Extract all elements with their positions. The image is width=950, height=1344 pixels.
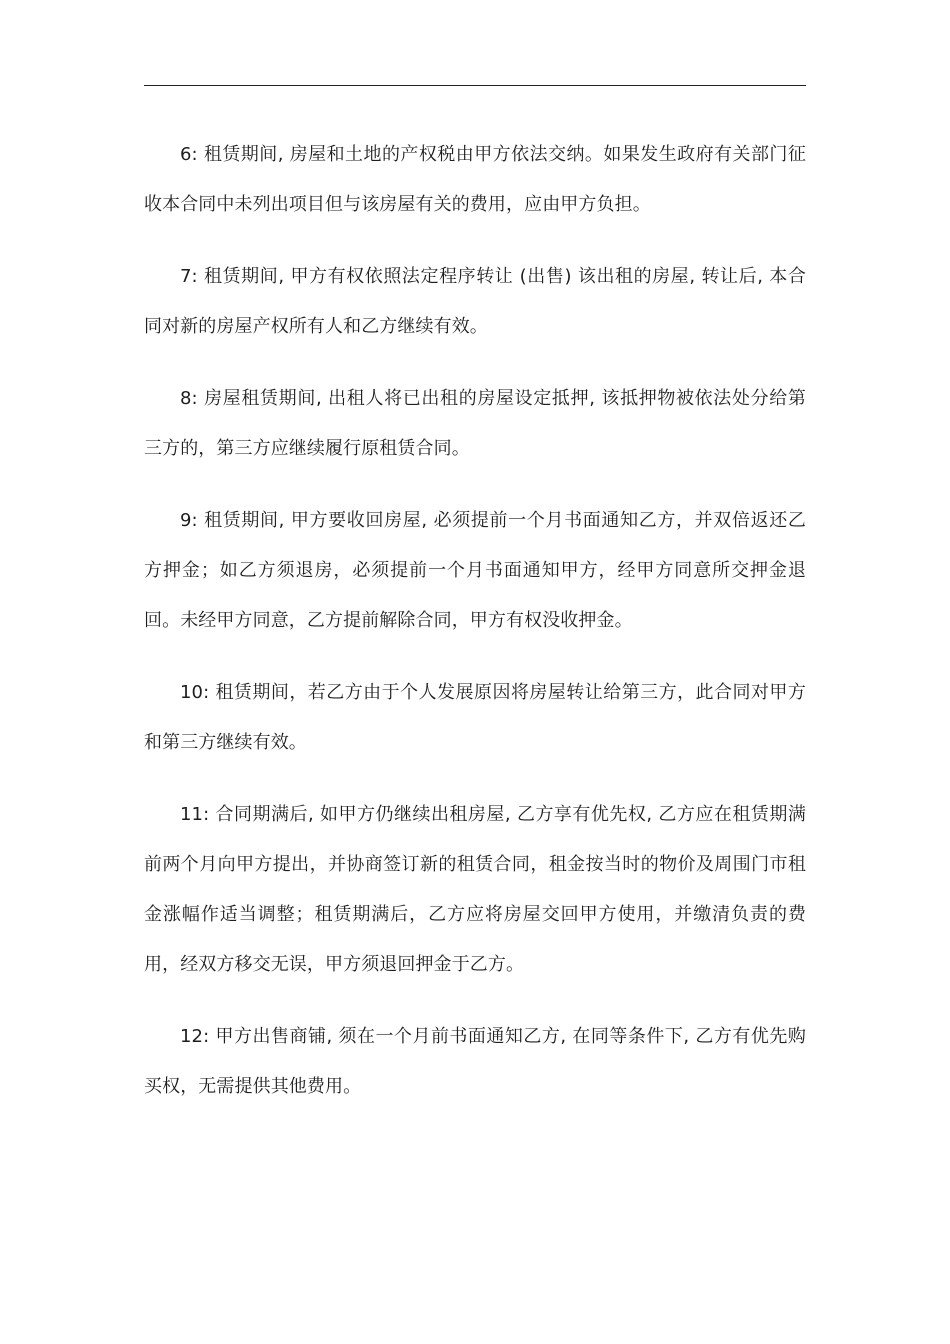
clause-10-paragraph: 10: 租赁期间，若乙方由于个人发展原因将房屋转让给第三方，此合同对甲方和第三方继续有效。 [144, 682, 806, 753]
clause-7-paragraph: 7: 租赁期间, 甲方有权依照法定程序转让 (出售) 该出租的房屋, 转让后, 本合同对新的房屋产权所有人和乙方继续有效。 [144, 266, 806, 337]
clause-9-paragraph: 9: 租赁期间, 甲方要收回房屋, 必须提前一个月书面通知乙方，并双倍返还乙方押金；如乙方须退房，必须提前一个月书面通知甲方，经甲方同意所交押金退回。未经甲方同意，乙方提前解除合同，甲方有权没收押金。 [144, 510, 806, 631]
clause-12-paragraph: 12: 甲方出售商铺, 须在一个月前书面通知乙方, 在同等条件下, 乙方有优先购买权，无需提供其他费用。 [144, 1026, 806, 1097]
document-body [144, 130, 806, 1134]
clause-11-paragraph: 11: 合同期满后, 如甲方仍继续出租房屋, 乙方享有优先权, 乙方应在租赁期满前两个月向甲方提出，并协商签订新的租赁合同，租金按当时的物价及周围门市租金涨幅作适当调整；租赁期满后，乙方应将房屋交回甲方使用，并缴清负责的费用，经双方移交无误，甲方须退回押金于乙方。 [144, 804, 806, 975]
clause-8-paragraph: 8: 房屋租赁期间, 出租人将已出租的房屋设定抵押, 该抵押物被依法处分给第三方的，第三方应继续履行原租赁合同。 [144, 388, 806, 459]
clause-6-paragraph: 6: 租赁期间, 房屋和土地的产权税由甲方依法交纳。如果发生政府有关部门征收本合同中未列出项目但与该房屋有关的费用，应由甲方负担。 [144, 144, 806, 215]
header-divider [144, 85, 806, 86]
